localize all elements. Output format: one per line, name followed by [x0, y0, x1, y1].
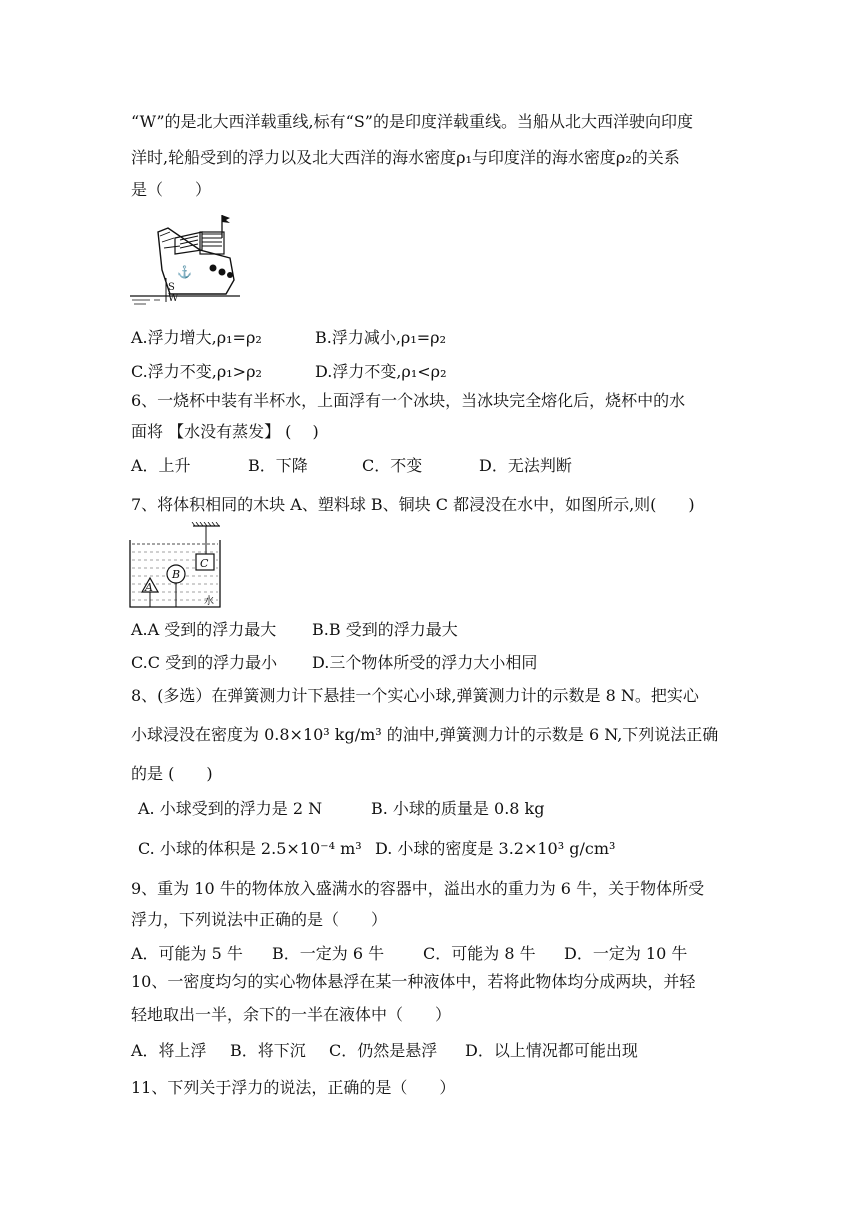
q5-text-line3: 是（ ） [131, 180, 212, 199]
q8-text-line3: 的是 ( ) [131, 764, 213, 783]
q10-text-line2: 轻地取出一半，余下的一半在液体中（ ） [131, 1005, 452, 1024]
ship-label-w: W [168, 293, 179, 304]
q9-option-b[interactable]: B．一定为 6 牛 [272, 944, 385, 963]
ship-figure [130, 210, 240, 310]
q8-option-d[interactable]: D. 小球的密度是 3.2×10³ g/cm³ [375, 839, 616, 858]
q10-option-d[interactable]: D．以上情况都可能出现 [465, 1041, 638, 1060]
q7-text-line1: 7、将体积相同的木块 A、塑料球 B、铜块 C 都浸没在水中，如图所示,则( ) [131, 495, 695, 514]
q10-option-c[interactable]: C．仍然是悬浮 [329, 1041, 438, 1060]
submerged-objects-figure [128, 522, 223, 610]
q5-option-b[interactable]: B.浮力减小,ρ₁=ρ₂ [315, 328, 446, 347]
q8-text-line2: 小球浸没在密度为 0.8×10³ kg/m³ 的油中,弹簧测力计的示数是 6 N,下列说法正确 [131, 725, 719, 744]
svg-text:⚓: ⚓ [177, 265, 192, 279]
figure-label-c: C [200, 557, 209, 570]
q8-option-c[interactable]: C. 小球的体积是 2.5×10⁻⁴ m³ [138, 839, 362, 858]
q11-text-line1: 11、下列关于浮力的说法，正确的是（ ） [131, 1078, 456, 1097]
q5-option-d[interactable]: D.浮力不变,ρ₁<ρ₂ [315, 362, 447, 381]
q5-option-a[interactable]: A.浮力增大,ρ₁=ρ₂ [131, 328, 262, 347]
q6-text-line2: 面将 【水没有蒸发】 ( ) [131, 422, 319, 441]
q5-text-line2: 洋时,轮船受到的浮力以及北大西洋的海水密度ρ₁与印度洋的海水密度ρ₂的关系 [131, 148, 680, 167]
q8-option-a[interactable]: A. 小球受到的浮力是 2 N [138, 799, 323, 818]
q6-option-d[interactable]: D．无法判断 [479, 456, 572, 475]
figure-label-a: A [145, 581, 153, 594]
q10-option-b[interactable]: B．将下沉 [230, 1041, 306, 1060]
figure-label-b: B [172, 568, 181, 581]
q9-text-line1: 9、重为 10 牛的物体放入盛满水的容器中，溢出水的重力为 6 牛，关于物体所受 [131, 879, 705, 898]
q6-option-a[interactable]: A．上升 [131, 456, 191, 475]
q9-option-c[interactable]: C．可能为 8 牛 [423, 944, 536, 963]
ship-label-s: S [168, 282, 175, 293]
q7-option-d[interactable]: D.三个物体所受的浮力大小相同 [312, 653, 538, 672]
figure-label-water: 水 [204, 596, 214, 607]
q6-text-line1: 6、一烧杯中装有半杯水，上面浮有一个冰块，当冰块完全熔化后，烧杯中的水 [131, 391, 686, 410]
q6-option-c[interactable]: C．不变 [362, 456, 423, 475]
q7-option-a[interactable]: A.A 受到的浮力最大 [131, 620, 277, 639]
q6-option-b[interactable]: B．下降 [248, 456, 308, 475]
q10-option-a[interactable]: A．将上浮 [131, 1041, 207, 1060]
q8-option-b[interactable]: B. 小球的质量是 0.8 kg [371, 799, 545, 818]
q8-text-line1: 8、(多选）在弹簧测力计下悬挂一个实心小球,弹簧测力计的示数是 8 N。把实心 [131, 686, 699, 705]
q10-text-line1: 10、一密度均匀的实心物体悬浮在某一种液体中，若将此物体均分成两块，并轻 [131, 972, 696, 991]
q5-option-c[interactable]: C.浮力不变,ρ₁>ρ₂ [131, 362, 262, 381]
q7-option-b[interactable]: B.B 受到的浮力最大 [312, 620, 458, 639]
q5-text-line1: “W”的是北大西洋载重线,标有“S”的是印度洋载重线。当船从北大西洋驶向印度 [131, 112, 693, 131]
q9-option-d[interactable]: D．一定为 10 牛 [564, 944, 688, 963]
q9-text-line2: 浮力，下列说法中正确的是（ ） [131, 910, 388, 929]
q9-option-a[interactable]: A．可能为 5 牛 [131, 944, 243, 963]
q7-option-c[interactable]: C.C 受到的浮力最小 [131, 653, 278, 672]
